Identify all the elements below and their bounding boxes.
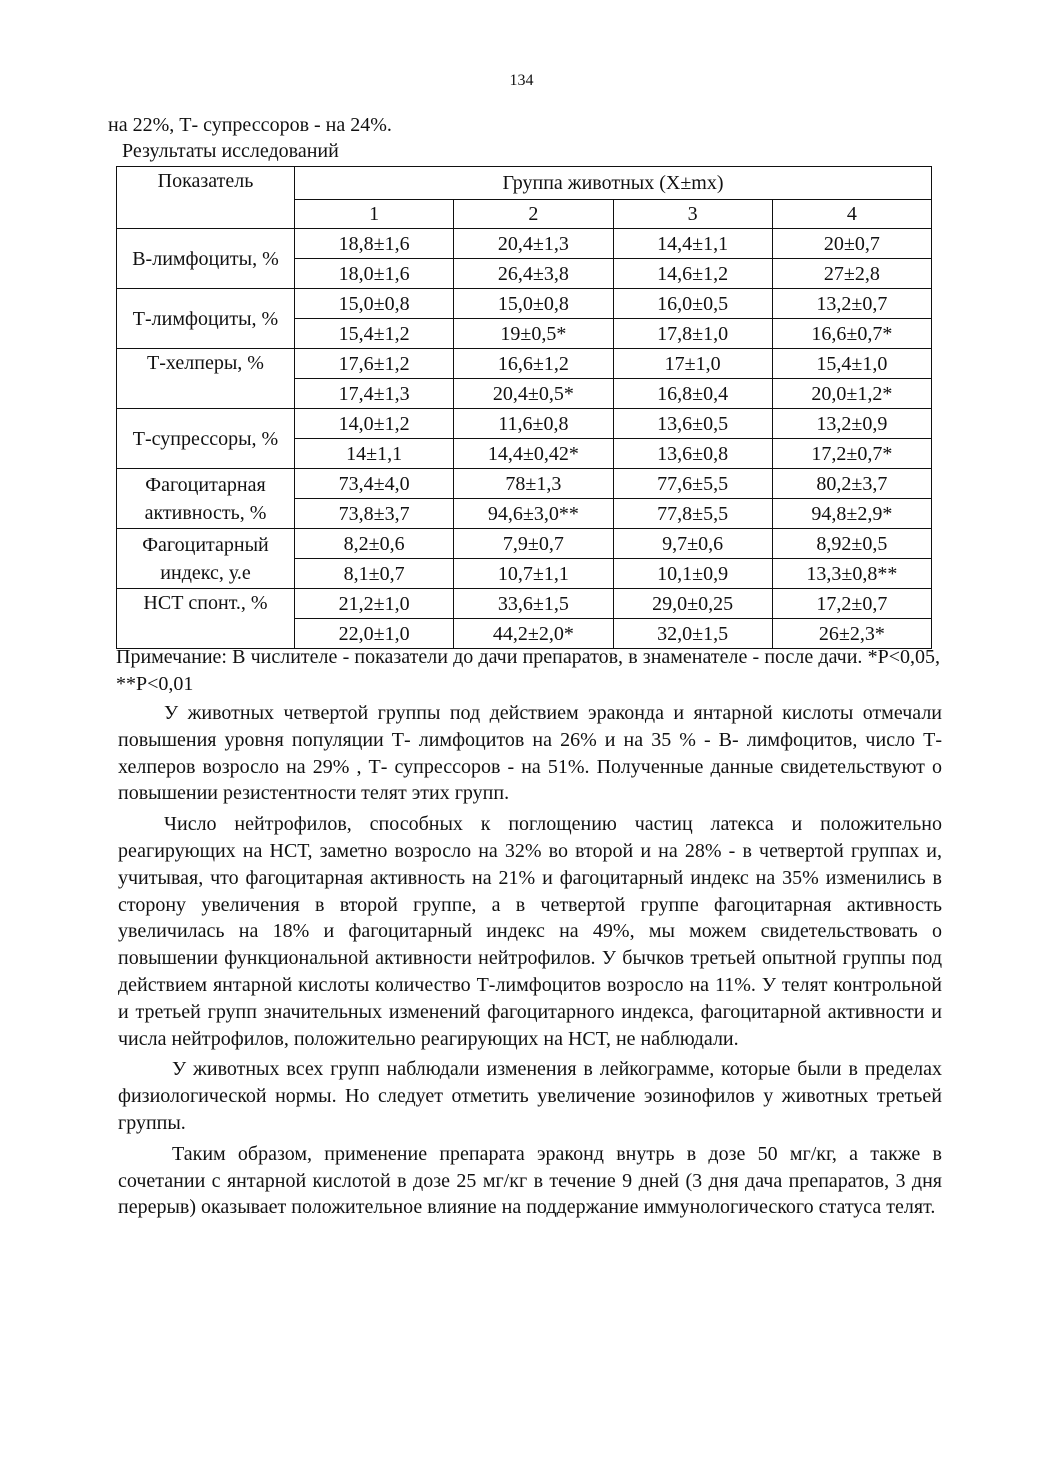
value-before: 20,4±1,3 bbox=[454, 229, 613, 259]
value-before: 14,4±1,1 bbox=[613, 229, 772, 259]
indicator-label: Фагоцитарная активность, % bbox=[117, 469, 295, 529]
body-text bbox=[118, 700, 942, 1221]
paragraph: У животных всех групп наблюдали изменения в лейкограмме, которые были в пределах физиологической нормы. Но следует отметить увеличение эозинофилов у животных третьей группы. bbox=[118, 1058, 942, 1134]
value-after: 13,3±0,8** bbox=[772, 559, 931, 589]
table-row bbox=[117, 469, 932, 499]
value-after: 20,0±1,2* bbox=[772, 379, 931, 409]
value-before: 11,6±0,8 bbox=[454, 409, 613, 439]
value-before: 8,2±0,6 bbox=[295, 529, 454, 559]
table-row bbox=[117, 529, 932, 559]
value-before: 78±1,3 bbox=[454, 469, 613, 499]
paragraph: У животных четвертой группы под действием эраконда и янтарной кислоты отмечали повышения уровня популяции Т- лимфоцитов на 26% и на 35 % - В- лимфоцитов, число Т- хелперов возросло на 29% , Т- супрессоров - на 51%. Полученные данные свидетельствуют о повышении резистентности телят этих групп. bbox=[118, 702, 942, 805]
value-after: 20,4±0,5* bbox=[454, 379, 613, 409]
value-before: 21,2±1,0 bbox=[295, 589, 454, 619]
value-after: 77,8±5,5 bbox=[613, 499, 772, 529]
value-before: 16,6±1,2 bbox=[454, 349, 613, 379]
indicator-label: Фагоцитарный индекс, у.е bbox=[117, 529, 295, 589]
group-number: 4 bbox=[772, 200, 931, 229]
value-after: 94,8±2,9* bbox=[772, 499, 931, 529]
value-before: 7,9±0,7 bbox=[454, 529, 613, 559]
value-before: 33,6±1,5 bbox=[454, 589, 613, 619]
table-row bbox=[117, 409, 932, 439]
value-before: 73,4±4,0 bbox=[295, 469, 454, 499]
value-after: 18,0±1,6 bbox=[295, 259, 454, 289]
value-after: 19±0,5* bbox=[454, 319, 613, 349]
value-after: 44,2±2,0* bbox=[454, 619, 613, 649]
value-before: 17±1,0 bbox=[613, 349, 772, 379]
group-number: 1 bbox=[295, 200, 454, 229]
value-before: 20±0,7 bbox=[772, 229, 931, 259]
table-row bbox=[117, 589, 932, 619]
value-after: 22,0±1,0 bbox=[295, 619, 454, 649]
paragraph: Число нейтрофилов, способных к поглощению частиц латекса и положительно реагирующих на НСТ, заметно возросло на 32% во второй и на 28% - в четвертой группах и, учитывая, что фагоцитарная активность на 21% и фагоцитарный индекс на 35% изменились в сторону увеличения в второй группе, а в четвертой группе фагоцитарная активность увеличилась на 18% и фагоцитарный индекс на 49%, мы можем свидетельствовать о повышении функциональной активности нейтрофилов. У бычков третьей опытной группы под действием янтарной кислоты количество Т-лимфоцитов возросло на 11%. У телят контрольной и третьей групп значительных изменений фагоцитарного индекса, фагоцитарной активности и числа нейтрофилов, положительно реагирующих на НСТ, не наблюдали. bbox=[118, 813, 942, 1050]
value-after: 14±1,1 bbox=[295, 439, 454, 469]
value-after: 17,2±0,7* bbox=[772, 439, 931, 469]
value-after: 27±2,8 bbox=[772, 259, 931, 289]
intro-line: на 22%, Т- супрессоров - на 24%. bbox=[108, 114, 392, 136]
value-after: 8,1±0,7 bbox=[295, 559, 454, 589]
value-before: 29,0±0,25 bbox=[613, 589, 772, 619]
value-before: 15,0±0,8 bbox=[454, 289, 613, 319]
indicator-label: В-лимфоциты, % bbox=[117, 229, 295, 289]
value-after: 26,4±3,8 bbox=[454, 259, 613, 289]
value-after: 73,8±3,7 bbox=[295, 499, 454, 529]
value-before: 15,0±0,8 bbox=[295, 289, 454, 319]
group-number: 2 bbox=[454, 200, 613, 229]
indicator-label: Т-хелперы, % bbox=[117, 349, 295, 409]
value-after: 14,4±0,42* bbox=[454, 439, 613, 469]
value-after: 15,4±1,2 bbox=[295, 319, 454, 349]
value-before: 9,7±0,6 bbox=[613, 529, 772, 559]
value-before: 77,6±5,5 bbox=[613, 469, 772, 499]
indicator-label: Т-супрессоры, % bbox=[117, 409, 295, 469]
value-after: 16,6±0,7* bbox=[772, 319, 931, 349]
indicator-label: НСТ спонт., % bbox=[117, 589, 295, 649]
paragraph: Таким образом, применение препарата эраконд внутрь в дозе 50 мг/кг, а также в сочетании с янтарной кислотой в дозе 25 мг/кг в течение 9 дней (3 дня дача препаратов, 3 дня перерыв) оказывает положительное влияние на поддержание иммунологического статуса телят. bbox=[118, 1142, 942, 1219]
value-before: 15,4±1,0 bbox=[772, 349, 931, 379]
table-header-row bbox=[117, 167, 932, 200]
value-after: 16,8±0,4 bbox=[613, 379, 772, 409]
value-after: 10,7±1,1 bbox=[454, 559, 613, 589]
value-after: 26±2,3* bbox=[772, 619, 931, 649]
value-before: 18,8±1,6 bbox=[295, 229, 454, 259]
value-before: 13,6±0,5 bbox=[613, 409, 772, 439]
page-number: 134 bbox=[509, 72, 534, 89]
value-before: 8,92±0,5 bbox=[772, 529, 931, 559]
group-header: Группа животных (X±mx) bbox=[295, 167, 932, 200]
table-note: Примечание: В числителе - показатели до дачи препаратов, в знаменателе - после дачи. *Р<0,05, **Р<0,01 bbox=[116, 646, 940, 695]
value-after: 13,6±0,8 bbox=[613, 439, 772, 469]
value-before: 17,6±1,2 bbox=[295, 349, 454, 379]
value-after: 14,6±1,2 bbox=[613, 259, 772, 289]
table-row bbox=[117, 229, 932, 259]
indicator-header: Показатель bbox=[117, 167, 295, 229]
value-after: 32,0±1,5 bbox=[613, 619, 772, 649]
value-after: 17,4±1,3 bbox=[295, 379, 454, 409]
table-row bbox=[117, 349, 932, 379]
value-before: 13,2±0,9 bbox=[772, 409, 931, 439]
indicator-label: Т-лимфоциты, % bbox=[117, 289, 295, 349]
table-row bbox=[117, 289, 932, 319]
value-before: 13,2±0,7 bbox=[772, 289, 931, 319]
value-after: 17,8±1,0 bbox=[613, 319, 772, 349]
value-before: 14,0±1,2 bbox=[295, 409, 454, 439]
results-table bbox=[116, 166, 932, 649]
value-before: 80,2±3,7 bbox=[772, 469, 931, 499]
value-after: 94,6±3,0** bbox=[454, 499, 613, 529]
table-caption: Результаты исследований bbox=[122, 140, 339, 162]
value-after: 10,1±0,9 bbox=[613, 559, 772, 589]
value-before: 16,0±0,5 bbox=[613, 289, 772, 319]
group-number: 3 bbox=[613, 200, 772, 229]
value-before: 17,2±0,7 bbox=[772, 589, 931, 619]
